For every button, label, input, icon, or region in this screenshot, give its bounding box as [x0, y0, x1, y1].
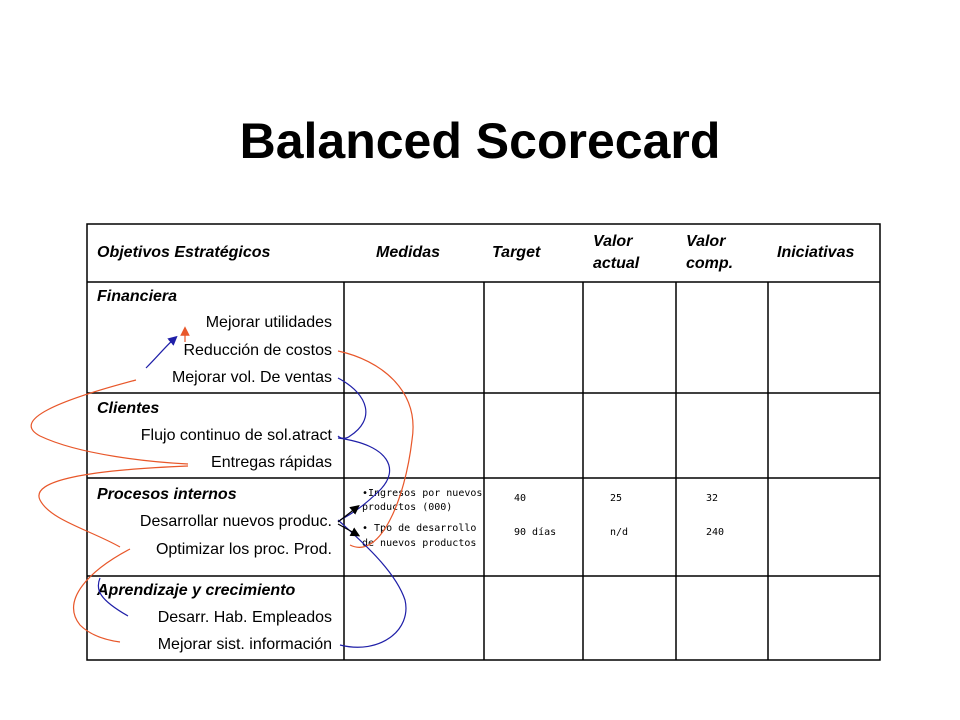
actual-tiempo: n/d [610, 527, 629, 538]
header-iniciativas: Iniciativas [777, 244, 855, 261]
target-ingresos: 40 [514, 493, 527, 504]
arrow-hab-empleados-left [98, 578, 128, 616]
objective-mejorar-utilidades: Mejorar utilidades [205, 314, 332, 331]
arrow-flujo-loop-left [31, 380, 188, 464]
header-target: Target [492, 244, 541, 261]
comp-ingresos: 32 [706, 493, 719, 504]
comp-tiempo: 240 [706, 527, 725, 538]
header-valor-actual-line1: Valor [593, 233, 633, 250]
actual-ingresos: 25 [610, 493, 623, 504]
arrow-ventas-right-loop [338, 378, 366, 438]
objective-flujo-continuo: Flujo continuo de sol.atract [140, 427, 332, 444]
measure-ingresos-line1: •Ingresos por nuevos [362, 488, 483, 499]
measure-tiempo-line2: de nuevos productos [362, 538, 477, 549]
objective-desarrollar-productos: Desarrollar nuevos produc. [139, 513, 332, 530]
header-valor-comp-line2: comp. [686, 255, 734, 272]
page-title: Balanced Scorecard [239, 113, 721, 169]
measure-ingresos-line2: productos (000) [362, 502, 453, 513]
arrow-aprendizaje-right-loop [338, 520, 406, 647]
objective-reduccion-costos: Reducción de costos [183, 342, 332, 359]
objective-entregas-rapidas: Entregas rápidas [211, 454, 332, 471]
header-valor-comp-line1: Valor [686, 233, 726, 250]
arrow-entregas-right-loop [338, 438, 390, 520]
header-objetivos: Objetivos Estratégicos [97, 244, 271, 261]
measure-tiempo-line1: • Tpo de desarrollo [362, 523, 477, 534]
arrow-ventas-to-utilidades [146, 339, 174, 368]
arrow-to-tiempo-measure [338, 524, 356, 534]
objective-optimizar-procesos: Optimizar los proc. Prod. [155, 541, 332, 558]
section-title-clientes: Clientes [97, 400, 160, 417]
header-medidas: Medidas [376, 244, 441, 261]
section-title-aprendizaje: Aprendizaje y crecimiento [97, 582, 296, 599]
objective-mejorar-vol-ventas: Mejorar vol. De ventas [171, 369, 332, 386]
header-valor-actual-line2: actual [593, 255, 640, 272]
section-title-procesos: Procesos internos [97, 486, 237, 503]
target-tiempo: 90 días [514, 527, 557, 538]
arrow-to-ingresos-measure [338, 508, 356, 522]
objective-mejorar-sist-informacion: Mejorar sist. información [157, 636, 332, 653]
arrow-entregas-loop [39, 466, 188, 547]
section-title-financiera: Financiera [97, 288, 178, 305]
objective-desarr-hab-empleados: Desarr. Hab. Empleados [157, 609, 332, 626]
